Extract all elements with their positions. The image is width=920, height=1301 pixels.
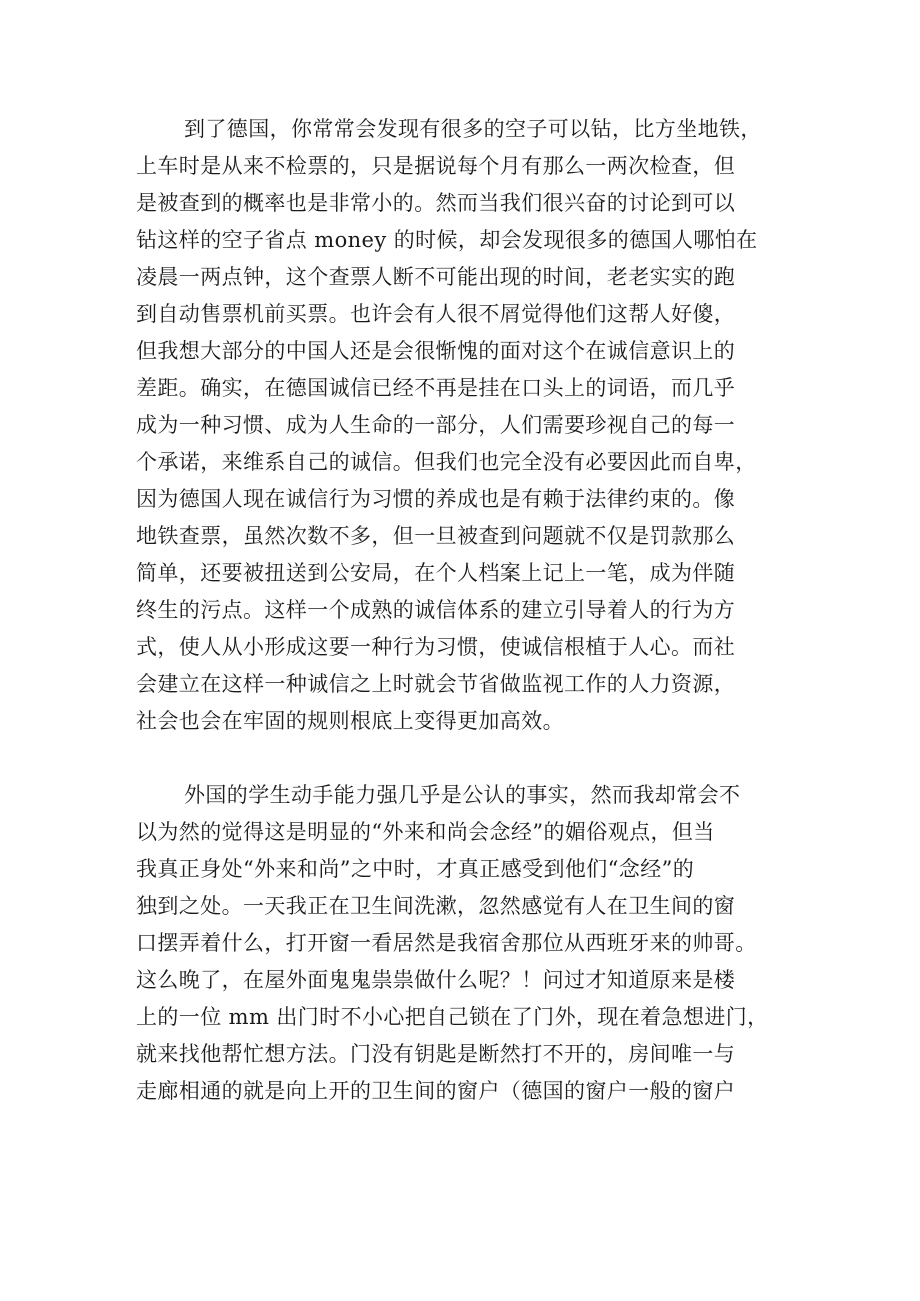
paragraph-line: 社会也会在牢固的规则根底上变得更加高效。: [136, 709, 564, 733]
paragraph-line: 差距。确实，在德国诚信已经不再是挂在口头上的词语，而几乎: [136, 376, 736, 400]
paragraph-line: 走廊相通的就是向上开的卫生间的窗户（德国的窗户一般的窗户: [136, 1079, 736, 1103]
paragraph-line: 简单，还要被扭送到公安局，在个人档案上记上一笔，成为伴随: [136, 561, 736, 585]
paragraph-line: 终生的污点。这样一个成熟的诚信体系的建立引导着人的行为方: [136, 598, 736, 622]
paragraph-line: 就来找他帮忙想方法。门没有钥匙是断然打不开的，房间唯一与: [136, 1042, 736, 1066]
paragraph-line: 地铁查票，虽然次数不多，但一旦被查到问题就不仅是罚款那么: [136, 524, 736, 548]
paragraph-line: 以为然的觉得这是明显的“外来和尚会念经”的媚俗观点，但当: [136, 820, 715, 844]
paragraph-line: 这么晚了，在屋外面鬼鬼祟祟做什么呢？！问过才知道原来是楼: [136, 968, 736, 992]
paragraph-line: 式，使人从小形成这要一种行为习惯，使诚信根植于人心。而社: [136, 635, 736, 659]
paragraph-line: 外国的学生动手能力强几乎是公认的事实，然而我却常会不: [184, 783, 741, 807]
paragraph-line: 因为德国人现在诚信行为习惯的养成也是有赖于法律约束的。像: [136, 487, 736, 511]
paragraph-line: 上的一位 mm 出门时不小心把自己锁在了门外，现在着急想进门，: [136, 1005, 769, 1029]
paragraph-line: 上车时是从来不检票的，只是据说每个月有那么一两次检查，但: [136, 154, 736, 178]
paragraph-line: 到自动售票机前买票。也许会有人很不屑觉得他们这帮人好傻，: [136, 302, 736, 326]
paragraph-line: 独到之处。一天我正在卫生间洗漱，忽然感觉有人在卫生间的窗: [136, 894, 736, 918]
paragraph-line: 但我想大部分的中国人还是会很惭愧的面对这个在诚信意识上的: [136, 339, 736, 363]
paragraph-line: 成为一种习惯、成为人生命的一部分，人们需要珍视自己的每一: [136, 413, 736, 437]
paragraph-line: 是被查到的概率也是非常小的。然而当我们很兴奋的讨论到可以: [136, 191, 736, 215]
paragraph-line: 到了德国，你常常会发现有很多的空子可以钻，比方坐地铁，: [184, 117, 762, 141]
paragraph-line: 我真正身处“外来和尚”之中时，才真正感受到他们“念经”的: [136, 857, 695, 881]
paragraph-line: 个承诺，来维系自己的诚信。但我们也完全没有必要因此而自卑，: [136, 450, 757, 474]
paragraph-line: 口摆弄着什么，打开窗一看居然是我宿舍那位从西班牙来的帅哥。: [136, 931, 757, 955]
paragraph-line: 钻这样的空子省点 money 的时候，却会发现很多的德国人哪怕在: [136, 228, 758, 252]
paragraph-line: 凌晨一两点钟，这个查票人断不可能出现的时间，老老实实的跑: [136, 265, 736, 289]
paragraph-line: 会建立在这样一种诚信之上时就会节省做监视工作的人力资源，: [136, 672, 736, 696]
